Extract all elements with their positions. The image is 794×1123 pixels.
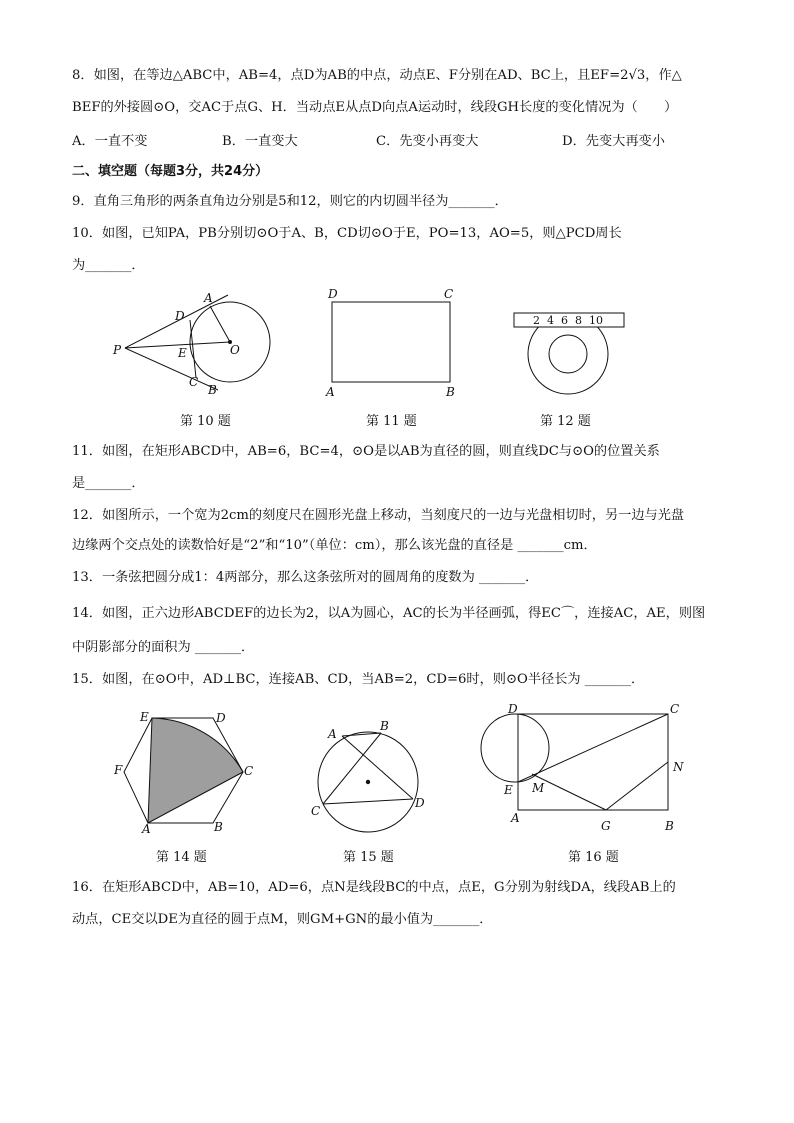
fig15-label-d: D bbox=[415, 796, 425, 810]
q16-line1: 16．在矩形ABCD中，AB=10，AD=6，点N是线段BC的中点，点E，G分别为射线DA，线段AB上的 bbox=[72, 880, 676, 895]
fig12-caption: 第 12 题 bbox=[540, 414, 591, 429]
fig16-label-b: B bbox=[665, 819, 674, 833]
q8-line1: 8．如图，在等边△ABC中，AB=4，点D为AB的中点，动点E、F分别在AD、BC上，且EF=2√3，作△ bbox=[72, 68, 682, 83]
q16-line2: 动点，CE交以DE为直径的圆于点M，则GM+GN的最小值为_______． bbox=[72, 912, 493, 927]
q14-line1: 14．如图，正六边形ABCDEF的边长为2，以A为圆心，AC的长为半径画弧，得EC⌒，连接AC，AE，则图 bbox=[72, 606, 706, 621]
fig16-line-gn bbox=[606, 762, 668, 810]
fig10-tangent-pb bbox=[125, 348, 218, 390]
figure-12 bbox=[510, 300, 630, 400]
fig12-tick-6: 6 bbox=[561, 314, 568, 327]
fig12-tick-10: 10 bbox=[589, 314, 603, 327]
fig14-label-a: A bbox=[142, 822, 151, 836]
fig15-chord-bc bbox=[323, 733, 381, 804]
fig11-label-d: D bbox=[328, 287, 338, 301]
fig10-radius-ao bbox=[210, 306, 230, 342]
q15-text: 15．如图，在⊙O中，AD⊥BC，连接AB、CD，当AB=2，CD=6时，则⊙O半径长为 _______． bbox=[72, 672, 645, 687]
q8-option-b: B．一直变大 bbox=[222, 134, 298, 149]
fig16-label-g: G bbox=[601, 819, 611, 833]
fig16-label-n: N bbox=[673, 760, 684, 774]
q13-text: 13．一条弦把圆分成1：4两部分，那么这条弦所对的圆周角的度数为 _______． bbox=[72, 570, 539, 585]
fig16-label-m: M bbox=[532, 781, 545, 795]
q10-line2: 为_______． bbox=[72, 258, 145, 273]
section-2-heading: 二、填空题（每题3分，共24分） bbox=[72, 164, 269, 179]
q11-line2: 是_______． bbox=[72, 476, 145, 491]
fig15-label-b: B bbox=[380, 719, 389, 733]
fig12-tick-8: 8 bbox=[575, 314, 582, 327]
fig15-chord-ab bbox=[342, 733, 381, 736]
fig12-inner-circle bbox=[549, 335, 587, 373]
figure-11 bbox=[318, 286, 468, 404]
fig16-label-c: C bbox=[670, 702, 680, 716]
fig10-label-b: B bbox=[208, 383, 217, 397]
fig10-label-e: E bbox=[178, 346, 187, 360]
fig16-caption: 第 16 题 bbox=[568, 850, 619, 865]
fig10-label-c: C bbox=[189, 375, 199, 389]
fig14-label-c: C bbox=[244, 764, 254, 778]
figure-15 bbox=[306, 716, 430, 836]
q14-line2: 中阴影部分的面积为 _______． bbox=[72, 640, 255, 655]
fig12-ruler bbox=[514, 313, 624, 327]
fig15-label-a: A bbox=[328, 727, 337, 741]
fig10-label-a: A bbox=[204, 291, 213, 305]
fig16-label-a: A bbox=[511, 811, 520, 825]
fig14-label-b: B bbox=[214, 820, 223, 834]
fig12-tick-4: 4 bbox=[547, 314, 554, 327]
fig16-line-ce bbox=[518, 714, 668, 782]
fig16-rectangle bbox=[518, 714, 668, 810]
fig16-circle-de bbox=[481, 714, 549, 782]
fig16-label-e: E bbox=[504, 783, 513, 797]
q8-option-d: D．先变大再变小 bbox=[562, 134, 665, 149]
figure-10 bbox=[108, 286, 288, 404]
fig14-label-f: F bbox=[114, 763, 123, 777]
fig15-caption: 第 15 题 bbox=[343, 850, 394, 865]
q8-line2: BEF的外接圆⊙O，交AC于点G、H．当动点E从点D向点A运动时，线段GH长度的变化情况为（ ） bbox=[72, 100, 678, 115]
fig15-label-c: C bbox=[311, 804, 321, 818]
fig11-rectangle bbox=[332, 302, 450, 382]
q12-line2: 边缘两个交点处的读数恰好是“2”和“10”（单位：cm），那么该光盘的直径是 _______cm． bbox=[72, 538, 597, 553]
q10-line1: 10．如图，已知PA，PB分别切⊙O于A、B，CD切⊙O于E，PO=13，AO=5，则△PCD周长 bbox=[72, 226, 622, 241]
q8-option-c: C．先变小再变大 bbox=[376, 134, 479, 149]
q9-text: 9．直角三角形的两条直角边分别是5和12，则它的内切圆半径为_______． bbox=[72, 194, 508, 209]
fig10-label-o: O bbox=[230, 343, 240, 357]
figure-14 bbox=[110, 708, 260, 836]
fig11-label-a: A bbox=[326, 385, 335, 399]
fig11-label-c: C bbox=[444, 287, 454, 301]
figure-16 bbox=[474, 700, 694, 836]
fig14-caption: 第 14 题 bbox=[156, 850, 207, 865]
fig14-label-e: E bbox=[140, 710, 149, 724]
fig10-caption: 第 10 题 bbox=[180, 414, 231, 429]
fig14-label-d: D bbox=[216, 711, 226, 725]
fig11-label-b: B bbox=[446, 385, 455, 399]
q12-line1: 12．如图所示，一个宽为2cm的刻度尺在圆形光盘上移动，当刻度尺的一边与光盘相切时，另一边与光盘 bbox=[72, 508, 685, 523]
q8-option-a: A．一直不变 bbox=[72, 134, 148, 149]
fig16-label-d: D bbox=[508, 702, 518, 716]
q11-line1: 11．如图，在矩形ABCD中，AB=6，BC=4，⊙O是以AB为直径的圆，则直线DC与⊙O的位置关系 bbox=[72, 444, 660, 459]
fig15-center-dot bbox=[366, 780, 370, 784]
fig15-chord-cd bbox=[323, 799, 413, 804]
fig11-caption: 第 11 题 bbox=[366, 414, 417, 429]
fig10-label-d: D bbox=[175, 309, 185, 323]
fig10-label-p: P bbox=[113, 343, 122, 357]
fig14-shaded-sector bbox=[148, 718, 243, 823]
fig12-tick-2: 2 bbox=[533, 314, 540, 327]
